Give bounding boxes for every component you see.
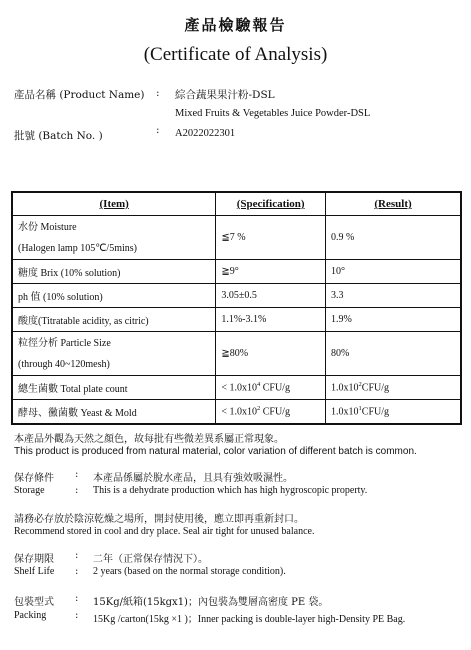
shelf-text-en: 2 years (based on the normal storage condition). xyxy=(93,566,286,577)
packing-label-zh: 包裝型式 xyxy=(14,597,54,608)
natural-note-en: This product is produced from natural material, color variation of different batch is common. xyxy=(14,446,417,457)
recommend-note-zh: 請務必存放於陰涼乾燥之場所，開封使用後，應立即再重新封口。 xyxy=(14,514,304,525)
spec-base: < 1.0x10 xyxy=(221,382,257,394)
product-name-label: 產品名稱 (Product Name) xyxy=(14,89,145,101)
product-name-en: Mixed Fruits & Vegetables Juice Powder-DSL xyxy=(175,108,371,119)
item-name: 水份 Moisture xyxy=(18,221,77,233)
storage-text-zh: 本產品係屬於脫水產品，且具有強效吸濕性。 xyxy=(93,473,293,484)
product-name-zh: 綜合蔬果果汁粉-DSL xyxy=(175,89,275,101)
batch-number: A2022022301 xyxy=(175,128,236,139)
shelf-text-zh: 二年（正常保存情況下）。 xyxy=(93,554,208,565)
result-base: 1.0x10 xyxy=(331,382,359,394)
result-cell: 1.9% xyxy=(326,308,461,332)
spec-unit: CFU/g xyxy=(260,382,290,394)
spec-unit: CFU/g xyxy=(260,406,290,418)
table-row xyxy=(12,400,461,424)
table-row xyxy=(12,376,461,400)
table-row xyxy=(12,332,461,376)
result-unit: CFU/g xyxy=(361,382,390,394)
result-exponent: 2 xyxy=(358,381,362,389)
packing-colon-zh: : xyxy=(75,593,79,604)
analysis-table xyxy=(11,191,462,425)
spec-cell: 3.05±0.5 xyxy=(216,284,326,308)
result-cell: 80% xyxy=(326,332,461,376)
header-result: (Result) xyxy=(326,192,461,216)
spec-cell: 1.1%-3.1% xyxy=(216,308,326,332)
shelf-label-zh: 保存期限 xyxy=(14,554,54,565)
result-cell: 10° xyxy=(326,260,461,284)
header-specification: (Specification) xyxy=(216,192,326,216)
document-title-zh: 產品檢驗報告 xyxy=(184,16,287,34)
natural-note-zh: 本產品外觀為天然之顏色，故每批有些微差異系屬正常現象。 xyxy=(14,434,284,445)
spec-cell xyxy=(216,400,326,424)
storage-label-zh: 保存條件 xyxy=(14,473,54,484)
spec-cell xyxy=(216,376,326,400)
shelf-colon-zh: : xyxy=(75,550,79,561)
item-name: 總生菌數 Total plate count xyxy=(12,376,216,400)
result-cell xyxy=(326,376,461,400)
batch-label: 批號 (Batch No. ) xyxy=(14,130,103,142)
result-cell: 0.9 % xyxy=(326,216,461,260)
item-cell xyxy=(12,216,216,260)
result-exponent: 1 xyxy=(358,405,362,413)
spec-base: < 1.0x10 xyxy=(221,406,257,418)
storage-label-en: Storage xyxy=(14,485,45,496)
storage-colon-en: : xyxy=(75,485,79,496)
storage-colon-zh: : xyxy=(75,469,79,480)
item-note: (through 40~120mesh) xyxy=(18,358,110,370)
packing-text-zh: 15Kg/紙箱(15kgx1)；內包裝為雙層高密度 PE 袋。 xyxy=(93,597,329,608)
table-header-row xyxy=(12,192,461,216)
batch-colon: : xyxy=(156,124,160,136)
result-cell: 3.3 xyxy=(326,284,461,308)
spec-cell: ≧9° xyxy=(216,260,326,284)
storage-text-en: This is a dehydrate production which has high hygroscopic property. xyxy=(93,485,368,496)
spec-exponent: 4 xyxy=(256,381,261,389)
header-item: (Item) xyxy=(12,192,216,216)
result-unit: CFU/g xyxy=(361,406,390,418)
packing-label-en: Packing xyxy=(14,610,47,621)
shelf-colon-en: : xyxy=(75,566,79,577)
recommend-note-en: Recommend stored in cool and dry place. Seal air tight for unused balance. xyxy=(14,526,315,537)
result-cell xyxy=(326,400,461,424)
shelf-label-en: Shelf Life xyxy=(14,566,55,577)
spec-cell: ≦7 % xyxy=(216,216,326,260)
item-name: 酸度(Titratable acidity, as citric) xyxy=(12,308,216,332)
table-row xyxy=(12,284,461,308)
product-name-colon: : xyxy=(156,87,160,99)
item-note: (Halogen lamp 105℃/5mins) xyxy=(18,242,137,254)
packing-colon-en: : xyxy=(75,610,79,621)
item-name: 酵母、黴菌數 Yeast & Mold xyxy=(12,400,216,424)
table-row xyxy=(12,308,461,332)
document-title-en: (Certificate of Analysis) xyxy=(143,44,328,65)
table-row xyxy=(12,260,461,284)
item-name: ph 值 (10% solution) xyxy=(12,284,216,308)
spec-exponent: 2 xyxy=(256,405,261,413)
result-base: 1.0x10 xyxy=(331,406,359,418)
item-name: 粒徑分析 Particle Size xyxy=(18,337,111,349)
packing-text-en: 15Kg /carton(15kg ×1 )；Inner packing is double-layer high-Density PE Bag. xyxy=(93,614,406,625)
table-row xyxy=(12,216,461,260)
spec-cell: ≧80% xyxy=(216,332,326,376)
item-cell xyxy=(12,332,216,376)
item-name: 糖度 Brix (10% solution) xyxy=(12,260,216,284)
